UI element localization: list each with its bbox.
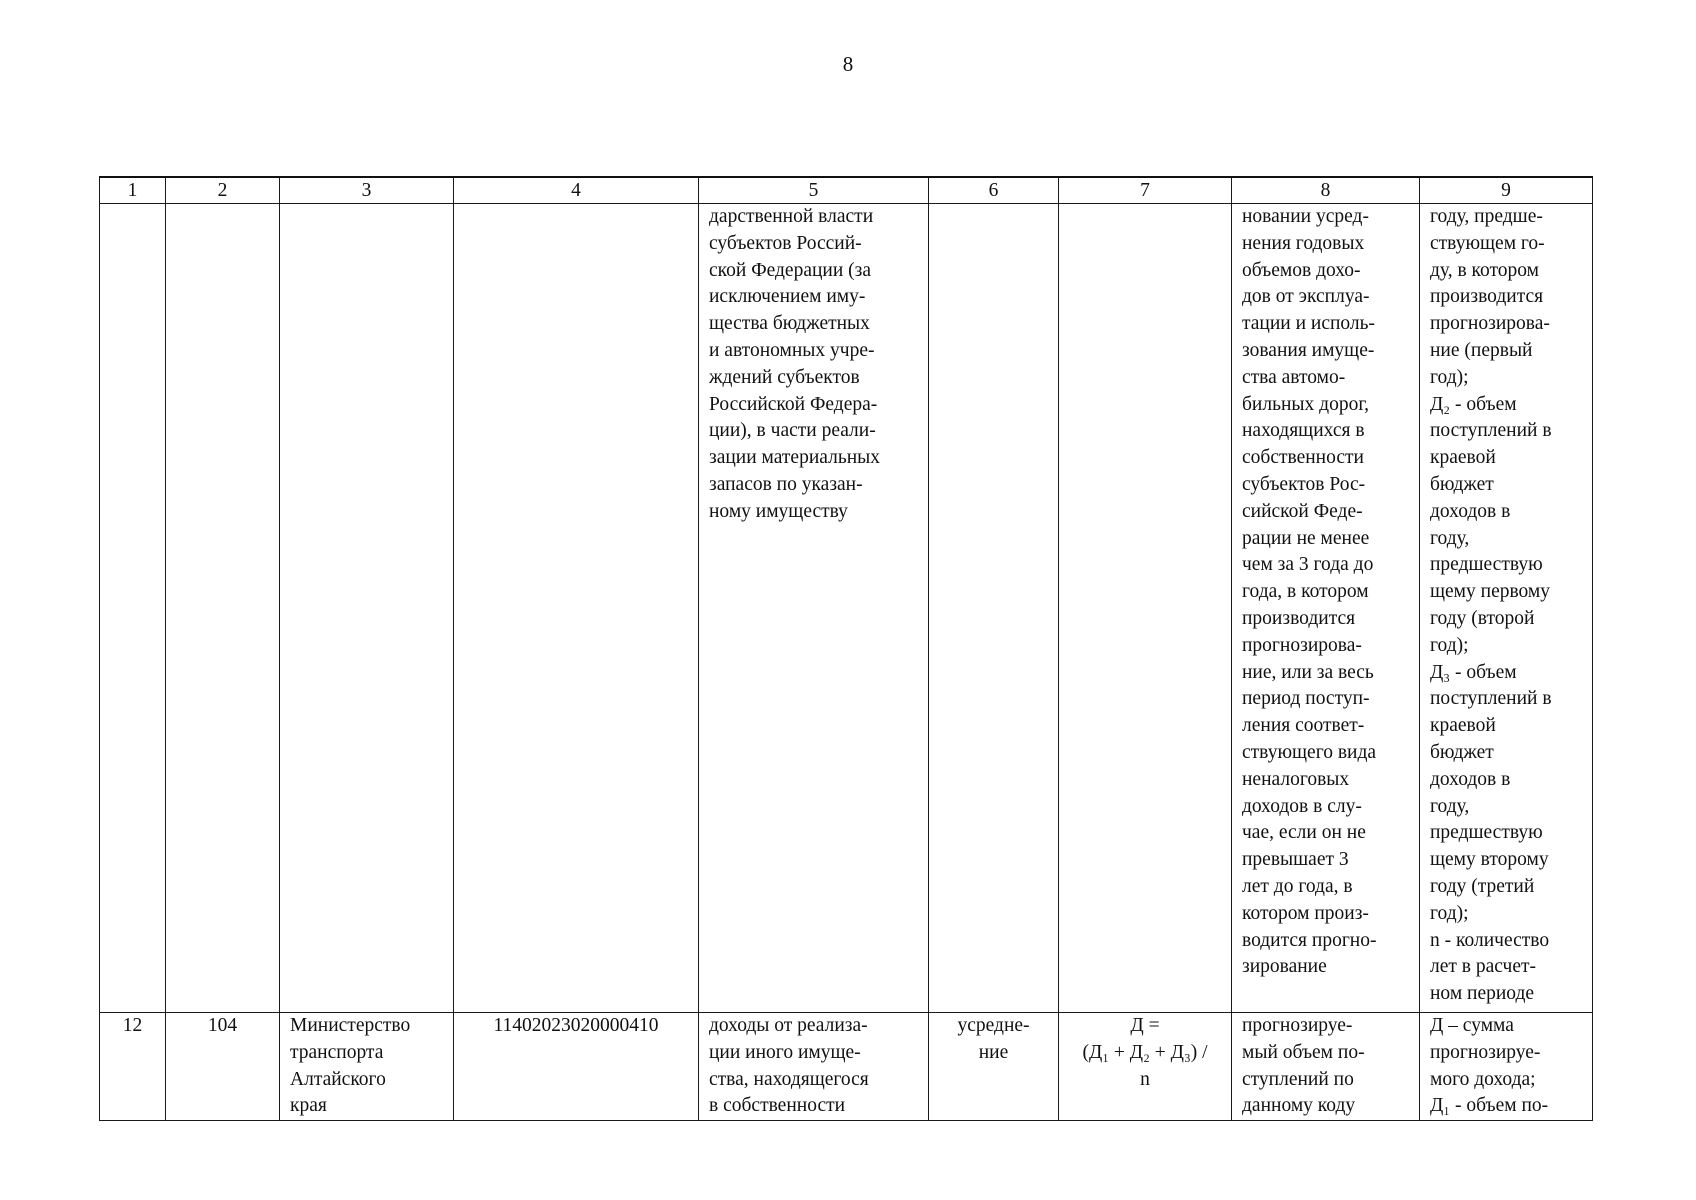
column-header-3: 3 (280, 177, 454, 204)
cell-forecast-method (929, 204, 1059, 1013)
cell-budget-classification-code (454, 204, 699, 1013)
cell-administrator-name: Министерство транспорта Алтайского края (280, 1013, 454, 1121)
cell-formula-notation: году, предше- ствующем го- ду, в котором производится прогнозирова- ние (первый год); Д₂ - объем поступлений в краевой бюджет доходов в году, предшествую щему первому году (второй год); Д₃ - объем поступлений в краевой бюджет доходов в году, предшествую щему второму году (третий год); n - количество лет в расчет- ном периоде (1420, 204, 1593, 1013)
column-header-5: 5 (699, 177, 929, 204)
cell-algorithm-description: прогнозируе- мый объем по- ступлений по данному коду (1232, 1013, 1420, 1121)
cell-formula: Д = (Д₁ + Д₂ + Д₃) / n (1059, 1013, 1232, 1121)
cell-formula (1059, 204, 1232, 1013)
cell-row-number (100, 204, 166, 1013)
cell-revenue-description: дарственной власти субъектов Россий- ской Федерации (за исключением иму- щества бюджетных и автономных учре- ждений субъектов Российской Федера- ции), в части реали- зации материальных запасов по указан- ному имуществу (699, 204, 929, 1013)
table-row-continuation (100, 204, 1593, 1013)
cell-revenue-description: доходы от реализа- ции иного имуще- ства, находящегося в собственности (699, 1013, 929, 1121)
cell-admin-code: 104 (166, 1013, 280, 1121)
column-header-7: 7 (1059, 177, 1232, 204)
revenue-forecast-table (99, 176, 1593, 1121)
cell-budget-classification-code: 11402023020000410 (454, 1013, 699, 1121)
column-header-9: 9 (1420, 177, 1593, 204)
column-number-header-row (100, 177, 1593, 204)
cell-row-number: 12 (100, 1013, 166, 1121)
column-header-2: 2 (166, 177, 280, 204)
cell-administrator-name (280, 204, 454, 1013)
column-header-4: 4 (454, 177, 699, 204)
cell-algorithm-description: новании усред- нения годовых объемов дохо- дов от эксплуа- тации и исполь- зования имуще- ства автомо- бильных дорог, находящихся в собственности субъектов Рос- сийской Феде- рации не менее чем за 3 года до года, в котором производится прогнозирова- ние, или за весь период поступ- ления соответ- ствующего вида неналоговых доходов в слу- чае, если он не превышает 3 лет до года, в котором произ- водится прогно- зирование (1232, 204, 1420, 1013)
column-header-1: 1 (100, 177, 166, 204)
column-header-8: 8 (1232, 177, 1420, 204)
column-header-6: 6 (929, 177, 1059, 204)
cell-admin-code (166, 204, 280, 1013)
page-number: 8 (842, 52, 854, 76)
cell-forecast-method: усредне- ние (929, 1013, 1059, 1121)
table-row (100, 1013, 1593, 1121)
cell-formula-notation: Д – сумма прогнозируе- мого дохода; Д₁ - объем по- (1420, 1013, 1593, 1121)
